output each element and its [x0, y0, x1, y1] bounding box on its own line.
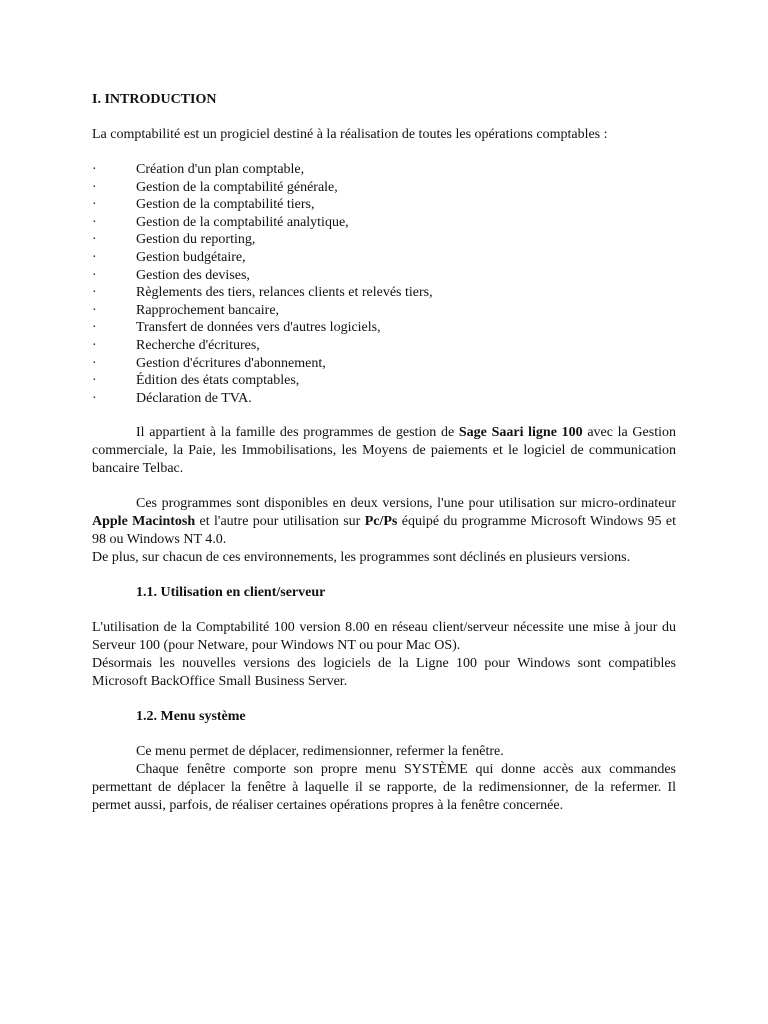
list-item-text: Gestion de la comptabilité tiers, — [136, 197, 315, 213]
list-item — [92, 372, 676, 390]
section-title: I. INTRODUCTION — [92, 92, 217, 107]
versions-text-2: et l'autre pour utilisation sur — [195, 514, 365, 530]
bullet-mark: · — [92, 390, 97, 406]
list-item — [92, 355, 676, 373]
list-item-text: Règlements des tiers, relances clients et relevés tiers, — [136, 285, 433, 301]
list-item — [92, 249, 676, 267]
document-content — [92, 91, 676, 815]
list-item-text: Recherche d'écritures, — [136, 337, 260, 353]
list-item — [92, 161, 676, 179]
platform-pc: Pc/Ps — [364, 514, 398, 530]
list-item-text: Gestion du reporting, — [136, 232, 256, 248]
bullet-mark: · — [92, 355, 97, 371]
bullet-mark: · — [92, 232, 97, 248]
list-item-text: Gestion des devises, — [136, 267, 250, 283]
bullet-mark: · — [92, 373, 97, 389]
list-item-text: Édition des états comptables, — [136, 373, 300, 389]
bullet-mark: · — [92, 214, 97, 230]
backoffice-paragraph: Désormais les nouvelles versions des logiciels de la Ligne 100 pour Windows sont compatibles Microsoft BackOffice Small Business Server. — [92, 656, 676, 690]
bullet-mark: · — [92, 267, 97, 283]
features-list — [92, 161, 676, 407]
bullet-mark: · — [92, 179, 97, 195]
window-menu-paragraph: Chaque fenêtre comporte son propre menu SYSTÈME qui donne accès aux commandes permettant de déplacer la fenêtre à laquelle il se rapporte, de la redimensionner, de la refermer. Il permet aussi, parfois, de réaliser certaines opérations propres à la fenêtre concernée. — [92, 762, 676, 814]
family-text-before: Il appartient à la famille des programmes de gestion de — [136, 425, 459, 441]
family-paragraph — [92, 424, 676, 478]
list-item — [92, 214, 676, 232]
list-item — [92, 231, 676, 249]
list-item-text: Gestion de la comptabilité analytique, — [136, 214, 349, 230]
bullet-mark: · — [92, 197, 97, 213]
bullet-mark: · — [92, 162, 97, 177]
list-item-text: Gestion de la comptabilité générale, — [136, 179, 338, 195]
list-item-text: Rapprochement bancaire, — [136, 302, 280, 318]
platform-mac: Apple Macintosh — [92, 514, 196, 530]
list-item — [92, 267, 676, 285]
system-menu-paragraph: Ce menu permet de déplacer, redimensionner, refermer la fenêtre. — [136, 744, 504, 760]
product-name: Sage Saari ligne 100 — [458, 425, 583, 441]
list-item — [92, 196, 676, 214]
list-item — [92, 390, 676, 408]
bullet-mark: · — [92, 320, 97, 336]
bullet-mark: · — [92, 249, 97, 265]
bullet-mark: · — [92, 285, 97, 301]
subsection-title: 1.1. Utilisation en client/serveur — [136, 585, 326, 601]
family-text-after: avec la Gestion commerciale, la Paie, les Immobilisations, les Moyens de paiements et le logiciel de communication bancaire Telbac. — [92, 425, 676, 477]
list-item-text: Gestion budgétaire, — [136, 249, 246, 265]
versions-paragraph — [92, 495, 676, 549]
environments-paragraph: De plus, sur chacun de ces environnements, les programmes sont déclinés en plusieurs versions. — [92, 550, 631, 566]
client-server-paragraph: L'utilisation de la Comptabilité 100 version 8.00 en réseau client/serveur nécessite une mise à jour du Serveur 100 (pour Netware, pour Windows NT ou pour Mac OS). — [92, 620, 676, 654]
list-item — [92, 319, 676, 337]
versions-text-3: équipé du programme Microsoft Windows 95 et 98 ou Windows NT 4.0. — [92, 514, 676, 548]
list-item-text: Création d'un plan comptable, — [136, 162, 305, 177]
bullet-mark: · — [92, 337, 97, 353]
list-item-text: Déclaration de TVA. — [136, 390, 252, 406]
list-item — [92, 302, 676, 320]
bullet-mark: · — [92, 302, 97, 318]
list-item-text: Transfert de données vers d'autres logiciels, — [136, 320, 381, 336]
list-item — [92, 337, 676, 355]
versions-text-1: Ces programmes sont disponibles en deux versions, l'une pour utilisation sur micro-ordinateur — [136, 496, 676, 512]
list-item — [92, 284, 676, 302]
subsection-title: 1.2. Menu système — [136, 709, 246, 725]
list-item — [92, 179, 676, 197]
intro-paragraph: La comptabilité est un progiciel destiné à la réalisation de toutes les opérations comptables : — [92, 127, 608, 142]
list-item-text: Gestion d'écritures d'abonnement, — [136, 355, 326, 371]
